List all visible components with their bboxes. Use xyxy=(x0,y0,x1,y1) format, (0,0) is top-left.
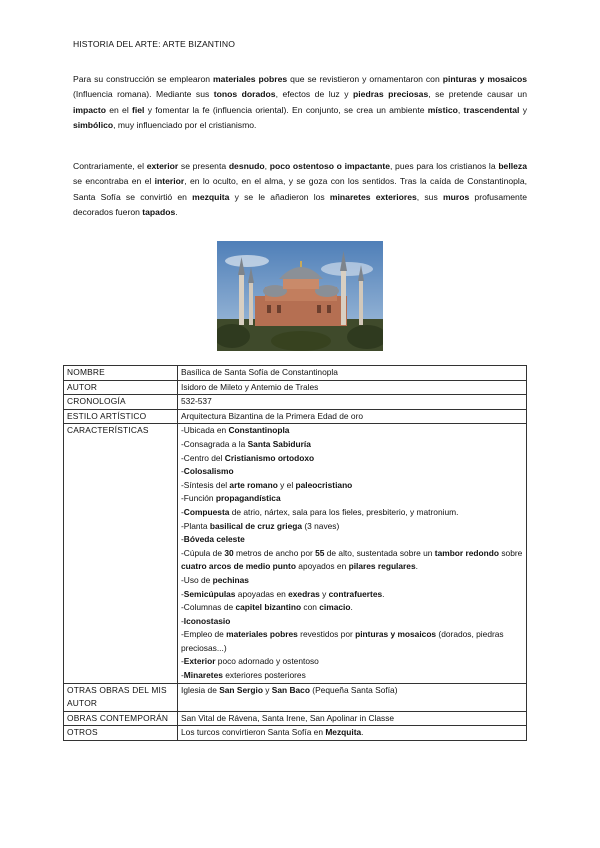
text-run: de alto, sustentada sobre un xyxy=(324,547,435,558)
text-run: -Empleo de xyxy=(181,629,227,640)
text-run: (Influencia romana). Mediante sus xyxy=(73,89,214,100)
bold-text: Constantinopla xyxy=(228,425,290,436)
text-run: -Uso de xyxy=(181,574,213,585)
bold-text: Semicúpulas xyxy=(183,588,236,599)
bold-text: Bóveda celeste xyxy=(183,534,245,545)
text-run: -Planta xyxy=(181,520,210,531)
characteristic-item xyxy=(181,452,523,466)
text-run: de atrio, nártex, sala para los fieles, presbiterio, y matronium. xyxy=(229,506,459,517)
bold-text: interior xyxy=(154,176,185,187)
paragraph-materials xyxy=(73,72,527,134)
bold-text: Santa Sabiduría xyxy=(247,438,311,449)
bold-text: cimacio xyxy=(319,602,351,613)
characteristic-item xyxy=(181,547,523,574)
table-row xyxy=(64,683,527,711)
text-run: (dorados, piedras preciosas...) xyxy=(181,629,504,653)
text-run: sobre xyxy=(499,547,523,558)
row-label-otros: OTROS xyxy=(64,726,178,741)
bold-text: Exterior xyxy=(183,656,216,667)
bold-text: 55 xyxy=(315,547,325,558)
table-row xyxy=(64,380,527,395)
bold-text: pilares regulares xyxy=(348,561,416,572)
text-run: y el xyxy=(277,479,296,490)
text-run: - xyxy=(181,588,184,599)
document-title: HISTORIA DEL ARTE: ARTE BIZANTINO xyxy=(73,39,236,49)
bold-text: mezquita xyxy=(192,191,230,202)
table-row xyxy=(64,366,527,381)
text-run: -Ubicada en xyxy=(181,425,229,436)
table-row xyxy=(64,726,527,741)
text-run: -Función xyxy=(181,493,216,504)
row-value-caracteristicas xyxy=(178,424,527,683)
bold-text: tambor redondo xyxy=(434,547,500,558)
bold-text: capitel bizantino xyxy=(235,602,302,613)
bold-text: propagandística xyxy=(215,493,281,504)
text-run: -Centro del xyxy=(181,452,225,463)
text-run: - xyxy=(181,506,184,517)
artwork-info-table xyxy=(63,365,527,741)
bold-text: pinturas y mosaicos xyxy=(355,629,437,640)
row-label-autor: AUTOR xyxy=(64,380,178,395)
characteristic-item xyxy=(181,506,523,520)
row-value-autor: Isidoro de Mileto y Antemio de Trales xyxy=(178,380,527,395)
bold-text: desnudo xyxy=(228,161,265,171)
bold-text: trascendental xyxy=(463,104,520,115)
text-run: apoyadas en xyxy=(235,588,289,599)
bold-text: Cristianismo ortodoxo xyxy=(224,452,315,463)
bold-text: Minaretes xyxy=(183,670,223,681)
text-run: -Síntesis del xyxy=(181,479,230,490)
text-run: se encontraba en el xyxy=(73,176,155,187)
row-value-otras-obras xyxy=(178,683,527,711)
bold-text: piedras preciosas xyxy=(353,89,429,100)
bold-text: basilical de cruz griega xyxy=(209,520,303,531)
bold-text: pinturas y mosaicos xyxy=(442,74,528,84)
bold-text: minaretes exteriores xyxy=(329,191,417,202)
row-label-cronologia: CRONOLOGÍA xyxy=(64,395,178,410)
table-row xyxy=(64,395,527,410)
text-run: profusamente decorados fueron xyxy=(73,191,527,218)
text-run: - xyxy=(181,656,184,667)
text-run: , en lo oculto, en el alma, y se goza con los sentidos. Tras la caída de Constantinopla, Santa Sofía se convirtió en xyxy=(73,176,527,202)
bold-text: exterior xyxy=(146,161,179,171)
hagia-sophia-image xyxy=(217,241,383,351)
text-run: exteriores posteriores xyxy=(222,670,306,681)
paragraph-exterior xyxy=(73,159,527,221)
bold-text: tonos dorados xyxy=(213,89,276,100)
bold-text: poco ostentoso o impactante xyxy=(269,161,390,171)
text-run: , sus xyxy=(416,191,443,202)
text-run: -Columnas de xyxy=(181,602,236,613)
characteristic-item xyxy=(181,588,523,602)
bold-text: belleza xyxy=(498,161,527,171)
text-run: . xyxy=(350,602,353,613)
bold-text: cuatro arcos de medio punto xyxy=(181,561,296,572)
text-run: - xyxy=(181,534,184,545)
characteristic-item xyxy=(181,492,523,506)
characteristic-item xyxy=(181,615,523,629)
bold-text: Compuesta xyxy=(183,506,230,517)
row-value-nombre: Basílica de Santa Sofía de Constantinopla xyxy=(178,366,527,381)
text-run: , efectos de luz y xyxy=(275,89,354,100)
bold-text: Iconostasio xyxy=(183,615,231,626)
table-row xyxy=(64,424,527,683)
text-run: y fomentar la fe (influencia oriental). En conjunto, se crea un ambiente xyxy=(144,104,428,115)
text-run: , pues para los cristianos la xyxy=(389,161,499,171)
bold-text: Colosalismo xyxy=(183,466,234,477)
text-run: metros de ancho por xyxy=(233,547,316,558)
row-value-estilo: Arquitectura Bizantina de la Primera Edad de oro xyxy=(178,409,527,424)
bold-text: contrafuertes xyxy=(328,588,383,599)
bold-text: impacto xyxy=(73,104,106,115)
text-run: poco adornado y ostentoso xyxy=(215,656,319,667)
text-run: y xyxy=(319,588,329,599)
bold-text: materiales pobres xyxy=(226,629,298,640)
text-run: - xyxy=(181,466,184,477)
bold-text: 30 xyxy=(224,547,234,558)
text-run: y se le añadieron los xyxy=(229,191,330,202)
text-run: apoyados en xyxy=(295,561,349,572)
text-run: con xyxy=(301,602,320,613)
table-row xyxy=(64,711,527,726)
bold-text: pechinas xyxy=(212,574,249,585)
characteristic-item xyxy=(181,628,523,655)
text-run: - xyxy=(181,670,184,681)
text-run: y xyxy=(262,684,272,695)
bold-text: arte romano xyxy=(229,479,278,490)
bold-text: muros xyxy=(442,191,470,202)
text-run: , se pretende causar un xyxy=(428,89,527,100)
text-run: se presenta xyxy=(178,161,229,171)
bold-text: Mezquita xyxy=(325,727,362,738)
text-run: , xyxy=(264,161,270,171)
bold-text: exedras xyxy=(288,588,320,599)
characteristic-item xyxy=(181,520,523,534)
row-label-estilo: ESTILO ARTÍSTICO xyxy=(64,409,178,424)
text-run: revestidos por xyxy=(297,629,356,640)
characteristic-item xyxy=(181,655,523,669)
text-run: que se revistieron y ornamentaron con xyxy=(287,74,443,84)
bold-text: tapados xyxy=(142,207,176,218)
table-row xyxy=(64,409,527,424)
text-run: Iglesia de xyxy=(181,684,220,695)
text-run: . xyxy=(415,561,418,572)
bold-text: materiales pobres xyxy=(213,74,288,84)
text-run: -Consagrada a la xyxy=(181,438,248,449)
bold-text: simbólico xyxy=(73,120,114,131)
text-run: . xyxy=(382,588,385,599)
text-run: en el xyxy=(105,104,133,115)
characteristic-item xyxy=(181,424,523,438)
text-run: (Pequeña Santa Sofía) xyxy=(309,684,398,695)
hagia-sophia-photo xyxy=(217,241,383,351)
row-label-nombre: NOMBRE xyxy=(64,366,178,381)
characteristic-item xyxy=(181,574,523,588)
text-run: Contrariamente, el xyxy=(73,161,147,171)
bold-text: San Sergio xyxy=(219,684,263,695)
row-value-cronologia: 532-537 xyxy=(178,395,527,410)
characteristic-item xyxy=(181,438,523,452)
text-run: - xyxy=(181,615,184,626)
text-run: . xyxy=(175,207,178,218)
bold-text: fiel xyxy=(132,104,145,115)
bold-text: místico xyxy=(427,104,458,115)
text-run: (3 naves) xyxy=(302,520,340,531)
text-run: . xyxy=(361,727,364,738)
bold-text: San Baco xyxy=(271,684,310,695)
characteristic-item xyxy=(181,669,523,683)
row-value-otros xyxy=(178,726,527,741)
text-run: , muy influenciado por el cristianismo. xyxy=(113,120,257,131)
row-label-caracteristicas: CARACTERÍSTICAS xyxy=(64,424,178,683)
row-label-otras-obras: OTRAS OBRAS DEL MIS AUTOR xyxy=(64,683,178,711)
row-label-obras-contemporaneas: OBRAS CONTEMPORÁN xyxy=(64,711,178,726)
text-run: , xyxy=(457,104,464,115)
characteristic-item xyxy=(181,533,523,547)
characteristic-item xyxy=(181,479,523,493)
text-run: -Cúpula de xyxy=(181,547,225,558)
row-value-obras-contemporaneas: San Vital de Rávena, Santa Irene, San Apolinar in Classe xyxy=(178,711,527,726)
characteristic-item xyxy=(181,465,523,479)
text-run: y xyxy=(519,104,528,115)
text-run: Para su construcción se emplearon xyxy=(73,74,214,84)
text-run: Los turcos convirtieron Santa Sofía en xyxy=(181,727,326,738)
bold-text: paleocristiano xyxy=(295,479,353,490)
characteristic-item xyxy=(181,601,523,615)
